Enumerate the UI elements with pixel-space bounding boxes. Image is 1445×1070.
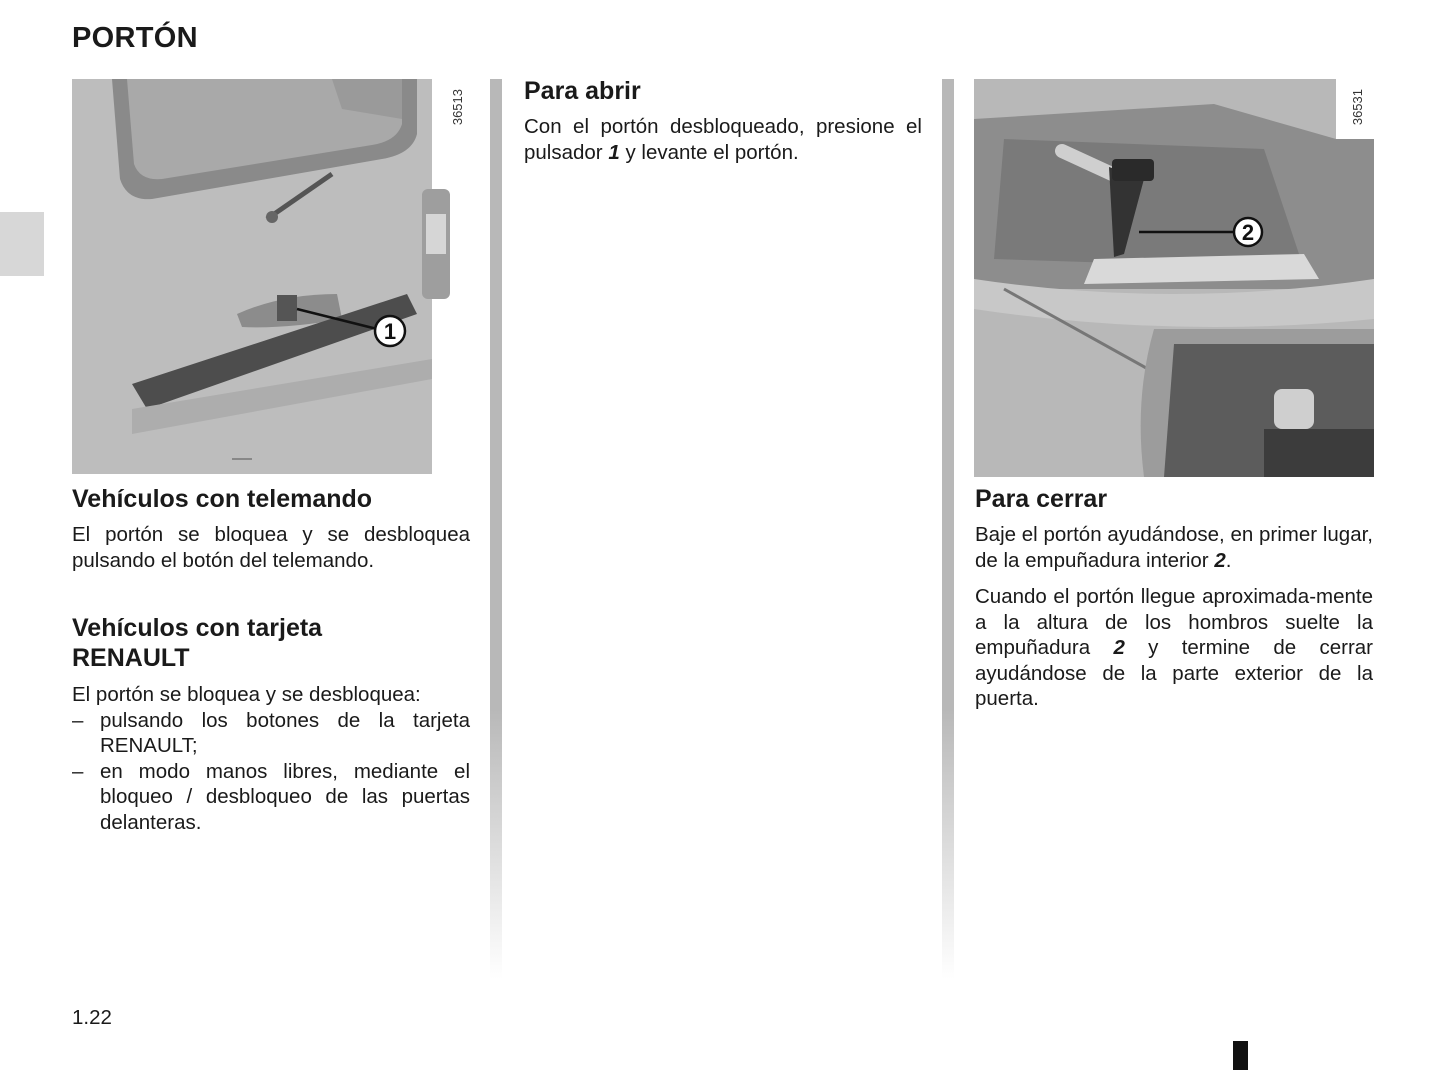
column-divider-2 <box>942 79 954 979</box>
cerrar-p1-ref: 2 <box>1214 548 1226 572</box>
tarjeta-list <box>72 708 470 836</box>
abrir-text-after: y levante el portón. <box>625 140 799 164</box>
heading-cerrar: Para cerrar <box>975 485 1108 513</box>
paragraph-telemando: El portón se bloquea y se desbloquea pulsando el botón del telemando. <box>72 523 470 572</box>
heading-tarjeta-line2: RENAULT <box>72 644 190 672</box>
heading-tarjeta <box>72 613 470 673</box>
abrir-ref: 1 <box>608 140 620 164</box>
tailgate-interior-illustration <box>974 79 1374 477</box>
list-dash: – <box>72 759 84 783</box>
section-tarjeta <box>72 613 470 835</box>
list-item <box>72 759 470 836</box>
list-item-text: pulsando los botones de la tarjeta RENAULT; <box>100 708 470 757</box>
page-title: PORTÓN <box>72 22 198 54</box>
callout-2-label: 2 <box>1241 220 1255 245</box>
list-dash: – <box>72 708 84 732</box>
paragraph-cerrar-2 <box>975 584 1373 712</box>
figure-code-right: 36531 <box>1350 89 1365 126</box>
chapter-tab-marker <box>0 212 44 276</box>
page-number: 1.22 <box>72 1006 112 1029</box>
list-item <box>72 708 470 759</box>
cerrar-p2-before: Cuando el portón llegue aproximada-mente a la altura de los hombros suelte la empuñadura <box>975 585 1373 659</box>
section-end-mark <box>1233 1041 1248 1070</box>
paragraph-abrir <box>524 114 922 165</box>
paragraph-tarjeta-intro: El portón se bloquea y se desbloquea: <box>72 683 421 706</box>
column-divider-1 <box>490 79 502 979</box>
section-abrir <box>524 76 922 165</box>
cerrar-p2-after: y termine de cerrar ayudándose de la parte exterior de la puerta. <box>975 636 1374 710</box>
paragraph-cerrar-1 <box>975 522 1373 573</box>
list-item-text: en modo manos libres, mediante el bloqueo / desbloqueo de las puertas delanteras. <box>100 759 470 834</box>
cerrar-p2-ref: 2 <box>1113 636 1125 659</box>
cerrar-p1-before: Baje el portón ayudándose, en primer lugar, de la empuñadura interior <box>975 523 1373 572</box>
cerrar-p1-after: . <box>1225 548 1232 572</box>
section-telemando <box>72 484 470 573</box>
heading-abrir: Para abrir <box>524 77 641 105</box>
figure-code-left: 36513 <box>450 89 465 126</box>
abrir-text-before: Con el portón desbloqueado, presione el pulsador <box>524 115 922 164</box>
section-cerrar <box>975 484 1373 712</box>
heading-tarjeta-line1: Vehículos con tarjeta <box>72 614 323 642</box>
tailgate-exterior-illustration <box>72 79 474 474</box>
heading-telemando: Vehículos con telemando <box>72 485 373 513</box>
callout-1-label: 1 <box>383 319 397 344</box>
